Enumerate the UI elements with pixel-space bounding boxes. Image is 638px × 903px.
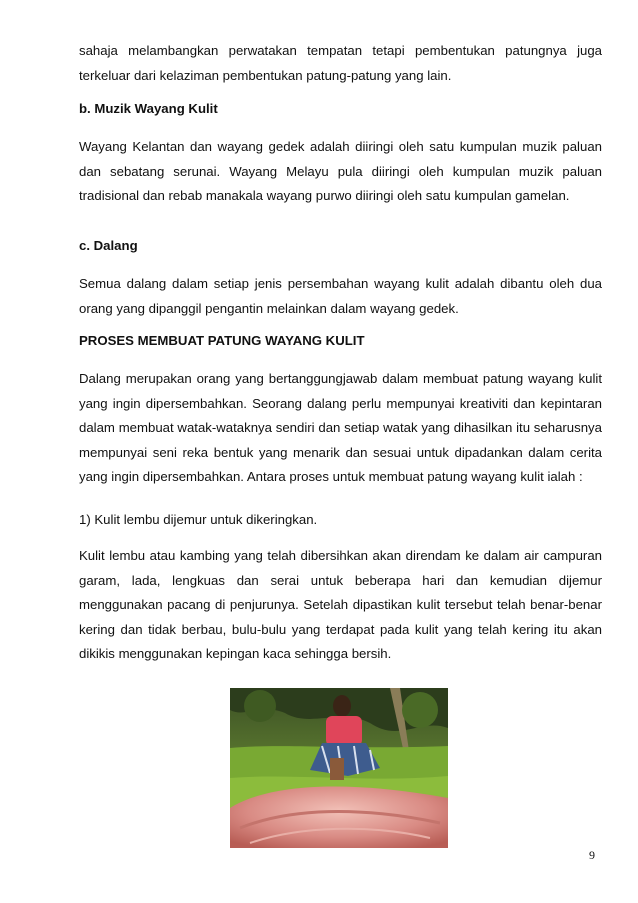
heading-proses-membuat-patung: PROSES MEMBUAT PATUNG WAYANG KULIT bbox=[79, 333, 365, 348]
paragraph-intro: sahaja melambangkan perwatakan tempatan tetapi pembentukan patungnya juga terkeluar dari kelaziman pembentukan patung-patung yang lain. bbox=[79, 43, 602, 83]
paragraph-muzik: Wayang Kelantan dan wayang gedek adalah diiringi oleh satu kumpulan muzik paluan dan sebatang serunai. Wayang Melayu pula diiringi oleh kumpulan muzik paluan tradisional dan rebab manakala wayang purwo diiringi oleh satu kumpulan gamelan. bbox=[79, 139, 602, 204]
photo-drying-hide bbox=[230, 688, 448, 848]
heading-muzik-wayang-kulit: b. Muzik Wayang Kulit bbox=[79, 101, 218, 116]
heading-dalang: c. Dalang bbox=[79, 238, 138, 253]
page-number: 9 bbox=[589, 848, 595, 862]
paragraph-proses: Dalang merupakan orang yang bertanggungjawab dalam membuat patung wayang kulit yang ingin dipersembahkan. Seorang dalang perlu mempunyai kreativiti dan kepintaran dalam membuat watak-wataknya sendiri dan setiap watak yang dihasilkan itu seharusnya mempunyai seni reka bentuk yang menarik dan sesuai untuk dipadankan dalam cerita yang ingin dipersembahkan. Antara proses untuk membuat patung wayang kulit ialah : bbox=[79, 371, 602, 485]
paragraph-kulit-lembu: Kulit lembu atau kambing yang telah dibersihkan akan direndam ke dalam air campuran garam, lada, lengkuas dan serai untuk beberapa hari dan kemudian dijemur menggunakan pacang di penjurunya. Setelah dipastikan kulit tersebut telah benar-benar kering dan tidak berbau, bulu-bulu yang terdapat pada kulit yang telah kering itu akan dikikis menggunakan kepingan kaca sehingga bersih. bbox=[79, 548, 602, 662]
paragraph-dalang: Semua dalang dalam setiap jenis persembahan wayang kulit adalah dibantu oleh dua orang yang dipanggil pengantin melainkan dalam wayang gedek. bbox=[79, 276, 602, 316]
list-item-step-1: 1) Kulit lembu dijemur untuk dikeringkan. bbox=[79, 512, 318, 527]
photo-illustration bbox=[230, 688, 448, 848]
